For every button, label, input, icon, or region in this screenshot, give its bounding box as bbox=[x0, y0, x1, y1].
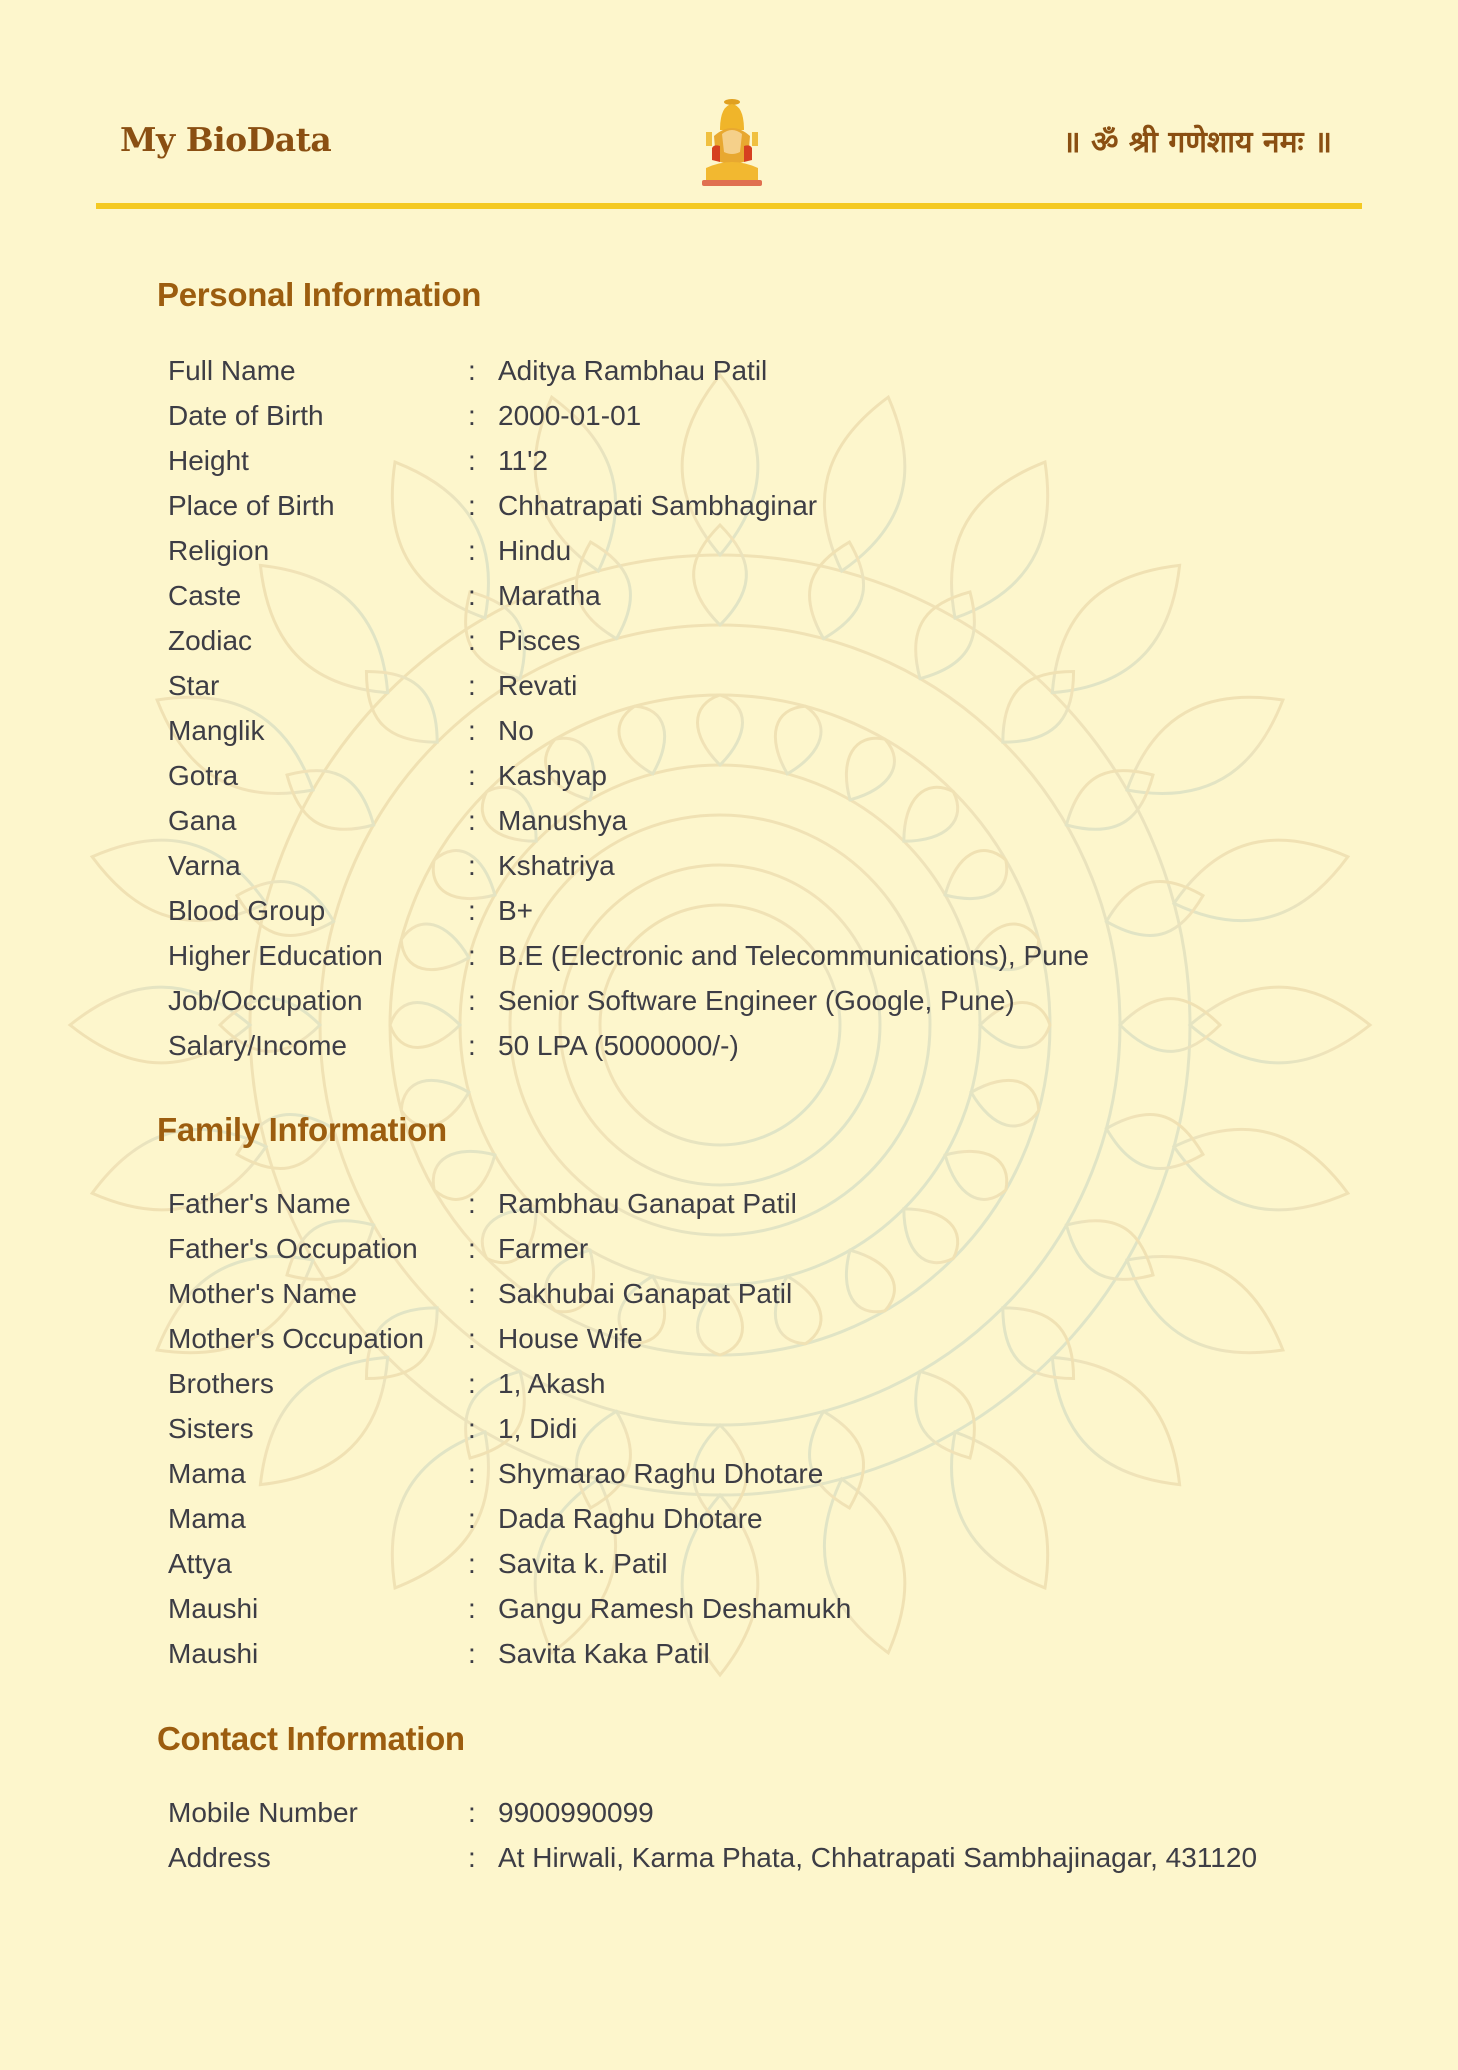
row-separator: : bbox=[468, 625, 476, 656]
row-separator: : bbox=[468, 1548, 476, 1579]
row-value: Shymarao Raghu Dhotare bbox=[498, 1458, 824, 1489]
info-row bbox=[168, 1838, 1368, 1878]
row-label: Height bbox=[168, 445, 249, 476]
row-separator: : bbox=[468, 760, 476, 791]
row-label: Salary/Income bbox=[168, 1030, 347, 1061]
row-label: Address bbox=[168, 1842, 271, 1873]
header-divider bbox=[96, 203, 1362, 209]
row-value: Pisces bbox=[498, 625, 581, 656]
info-row bbox=[168, 1409, 1368, 1449]
row-separator: : bbox=[468, 1458, 476, 1489]
info-row bbox=[168, 1184, 1368, 1224]
info-row bbox=[168, 1229, 1368, 1269]
row-value: B+ bbox=[498, 895, 534, 926]
row-separator: : bbox=[468, 1797, 476, 1828]
row-value: 1, Didi bbox=[498, 1413, 578, 1444]
row-separator: : bbox=[468, 1233, 476, 1264]
info-row bbox=[168, 801, 1368, 841]
info-row bbox=[168, 351, 1368, 391]
row-value: Kshatriya bbox=[498, 850, 615, 881]
row-label: Zodiac bbox=[168, 625, 253, 656]
row-label: Maushi bbox=[168, 1638, 259, 1669]
info-row bbox=[168, 1319, 1368, 1359]
page-title: My BioData bbox=[120, 120, 332, 159]
info-row bbox=[168, 1793, 1368, 1833]
row-separator: : bbox=[468, 355, 476, 386]
row-separator: : bbox=[468, 1188, 476, 1219]
row-label: Higher Education bbox=[168, 940, 383, 971]
row-value: Kashyap bbox=[498, 760, 607, 791]
section-title-family: Family Information bbox=[157, 1111, 447, 1148]
row-label: Mother's Name bbox=[168, 1278, 357, 1309]
info-row bbox=[168, 1634, 1368, 1674]
row-separator: : bbox=[468, 535, 476, 566]
row-value: 1, Akash bbox=[498, 1368, 606, 1399]
row-separator: : bbox=[468, 1030, 476, 1061]
info-row bbox=[168, 486, 1368, 526]
row-label: Star bbox=[168, 670, 220, 701]
row-separator: : bbox=[468, 1593, 476, 1624]
row-value: 50 LPA (5000000/-) bbox=[498, 1030, 739, 1061]
row-separator: : bbox=[468, 940, 476, 971]
row-label: Manglik bbox=[168, 715, 265, 746]
info-row bbox=[168, 666, 1368, 706]
row-label: Mama bbox=[168, 1503, 246, 1534]
row-label: Gana bbox=[168, 805, 237, 836]
row-separator: : bbox=[468, 1368, 476, 1399]
row-separator: : bbox=[468, 670, 476, 701]
row-value: Sakhubai Ganapat Patil bbox=[498, 1278, 793, 1309]
row-value: B.E (Electronic and Telecommunications), Pune bbox=[498, 940, 1089, 971]
row-separator: : bbox=[468, 850, 476, 881]
row-label: Sisters bbox=[168, 1413, 254, 1444]
row-value: No bbox=[498, 715, 534, 746]
info-row bbox=[168, 1454, 1368, 1494]
ganesha-idol-icon bbox=[692, 96, 772, 190]
row-label: Mama bbox=[168, 1458, 246, 1489]
row-value: Maratha bbox=[498, 580, 601, 611]
row-separator: : bbox=[468, 445, 476, 476]
info-row bbox=[168, 936, 1368, 976]
row-value: Farmer bbox=[498, 1233, 589, 1264]
row-separator: : bbox=[468, 715, 476, 746]
row-separator: : bbox=[468, 580, 476, 611]
address: At Hirwali, Karma Phata, Chhatrapati Sambhajinagar, 431120 bbox=[498, 1842, 1258, 1873]
row-separator: : bbox=[468, 1842, 476, 1873]
info-row bbox=[168, 441, 1368, 481]
info-row bbox=[168, 846, 1368, 886]
row-value: Chhatrapati Sambhaginar bbox=[498, 490, 818, 521]
row-separator: : bbox=[468, 490, 476, 521]
row-label: Place of Birth bbox=[168, 490, 335, 521]
info-row bbox=[168, 1364, 1368, 1404]
row-value: Revati bbox=[498, 670, 578, 701]
row-value: Savita Kaka Patil bbox=[498, 1638, 710, 1669]
row-separator: : bbox=[468, 985, 476, 1016]
row-separator: : bbox=[468, 1323, 476, 1354]
row-separator: : bbox=[468, 1278, 476, 1309]
row-label: Job/Occupation bbox=[168, 985, 363, 1016]
row-label: Father's Name bbox=[168, 1188, 351, 1219]
row-value: Rambhau Ganapat Patil bbox=[498, 1188, 797, 1219]
row-separator: : bbox=[468, 805, 476, 836]
row-value: Gangu Ramesh Deshamukh bbox=[498, 1593, 852, 1624]
row-value: Aditya Rambhau Patil bbox=[498, 355, 768, 386]
row-separator: : bbox=[468, 895, 476, 926]
info-row bbox=[168, 756, 1368, 796]
info-row bbox=[168, 396, 1368, 436]
row-value: Savita k. Patil bbox=[498, 1548, 668, 1579]
mobile-number: 9900990099 bbox=[498, 1797, 654, 1828]
row-separator: : bbox=[468, 400, 476, 431]
row-separator: : bbox=[468, 1503, 476, 1534]
row-value: 11'2 bbox=[498, 445, 548, 476]
row-label: Gotra bbox=[168, 760, 239, 791]
row-label: Caste bbox=[168, 580, 242, 611]
ganesh-mantra: ॥ ॐ श्री गणेशाय नमः ॥ bbox=[1062, 125, 1332, 160]
biodata-header bbox=[96, 90, 1362, 208]
info-row bbox=[168, 576, 1368, 616]
info-row bbox=[168, 1274, 1368, 1314]
row-label: Mother's Occupation bbox=[168, 1323, 424, 1354]
info-row bbox=[168, 531, 1368, 571]
row-label: Maushi bbox=[168, 1593, 259, 1624]
info-row bbox=[168, 1544, 1368, 1584]
row-value: House Wife bbox=[498, 1323, 643, 1354]
info-row bbox=[168, 981, 1368, 1021]
info-row bbox=[168, 1026, 1368, 1066]
row-label: Mobile Number bbox=[168, 1797, 358, 1828]
row-label: Attya bbox=[168, 1548, 232, 1579]
row-value: Hindu bbox=[498, 535, 572, 566]
row-value: 2000-01-01 bbox=[498, 400, 642, 431]
row-label: Blood Group bbox=[168, 895, 326, 926]
row-label: Brothers bbox=[168, 1368, 274, 1399]
info-row bbox=[168, 1589, 1368, 1629]
row-label: Full Name bbox=[168, 355, 296, 386]
row-value: Manushya bbox=[498, 805, 628, 836]
info-row bbox=[168, 711, 1368, 751]
row-separator: : bbox=[468, 1413, 476, 1444]
section-title-contact: Contact Information bbox=[157, 1720, 465, 1757]
row-label: Date of Birth bbox=[168, 400, 324, 431]
section-title-personal: Personal Information bbox=[157, 276, 482, 313]
row-label: Varna bbox=[168, 850, 241, 881]
row-separator: : bbox=[468, 1638, 476, 1669]
info-row bbox=[168, 621, 1368, 661]
row-value: Senior Software Engineer (Google, Pune) bbox=[498, 985, 1015, 1016]
row-value: Dada Raghu Dhotare bbox=[498, 1503, 763, 1534]
info-row bbox=[168, 1499, 1368, 1539]
row-label: Father's Occupation bbox=[168, 1233, 418, 1264]
row-label: Religion bbox=[168, 535, 270, 566]
info-row bbox=[168, 891, 1368, 931]
